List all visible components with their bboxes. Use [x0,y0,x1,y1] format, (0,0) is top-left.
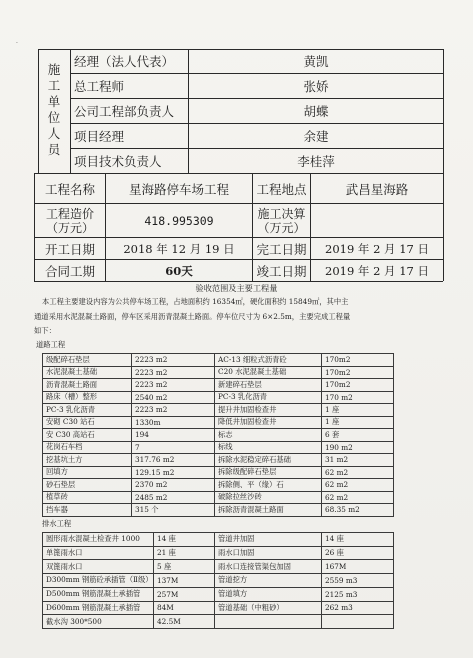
road-item-b: 拆除沥青混凝土路面 [218,504,284,514]
road-qty-a: 2540 m2 [135,392,168,402]
drain-qty-b: 262 m3 [325,603,353,613]
road-qty-b: 62 m2 [325,480,349,490]
road-item-b: C20 水泥混凝土基础 [218,367,287,377]
road-item-a: 挡车器 [46,504,68,514]
drain-qty-b: 26 座 [325,548,344,558]
road-qty-a: 2370 m2 [135,480,168,490]
road-qty-a: 194 [135,430,149,440]
road-qty-a: 7 [135,442,140,452]
drain-qty-b: 2559 m3 [325,575,358,585]
completion-date-label: 竣工日期 [256,263,307,279]
project-name-label: 工程名称 [44,181,95,197]
drain-qty-b: 14 座 [325,534,344,544]
drain-item-b: 雨水口连接管渠包加固 [218,561,291,571]
road-item-a: 水泥混凝土基础 [46,367,98,377]
drain-qty-a: 257M [157,589,179,599]
road-item-b: 拆除级配碎石垫层 [218,467,277,477]
role-legal-rep: 经理（法人代表） [74,54,175,69]
road-item-a: 砂石垫层 [46,479,76,489]
final-label-line1: 施工决算 [257,206,306,221]
drain-item-a: D500mm 钢筋混凝土承插管 [46,589,141,599]
role-chief-engineer: 总工程师 [74,79,125,94]
road-qty-a: 2223 m2 [135,405,168,415]
drain-item-b: 管道井加固 [218,534,255,544]
drain-qty-a: 137M [157,575,179,585]
intro-line-2: 通道采用水泥混凝土路面，停车区采用沥青混凝土路面。停车位尺寸为 6×2.5m，主要完成工程量 [34,312,351,321]
side-char: 人 [47,126,61,141]
project-name-value: 星海路停车场工程 [128,181,229,197]
intro-line-1: 本工程主要建设内容为公共停车场工程，占地面积约 16354㎡，硬化面积约 15849㎡，其中主 [42,297,349,306]
road-item-b: 标志 [218,429,233,439]
side-char: 施 [47,62,61,77]
road-qty-b: 190 m2 [325,442,353,452]
road-qty-a: 2223 m2 [135,355,168,365]
drain-qty-a: 21 座 [157,548,176,558]
drain-qty-b [322,615,395,628]
drain-item-a: 圆形雨水混凝土检查井 1000 [46,534,140,544]
drain-qty-a: 42.5M [157,617,181,627]
road-heading: 道路工程 [36,340,66,349]
drain-item-a: 双篦雨水口 [46,561,83,571]
road-qty-a: 2485 m2 [135,492,168,502]
road-qty-a: 315 个 [135,504,159,514]
road-item-a: 花岗石车档 [46,442,83,452]
road-item-a: 回填方 [46,467,68,477]
drain-qty-b: 2125 m3 [325,589,358,599]
start-date-value: 2018 年 12 月 19 日 [123,241,235,256]
drain-qty-b: 167M [325,562,347,572]
final-account-label [253,204,310,237]
road-works-table [42,353,394,516]
completion-date-value: 2019 年 2 月 17 日 [325,263,429,278]
road-item-b: 破除拉丝沙砖 [218,492,262,502]
side-char: 员 [47,142,61,157]
drain-heading: 排水工程 [42,519,72,528]
side-char: 单 [47,94,61,109]
drain-item-a: D300mm 钢筋砼承插管（Ⅱ级） [46,575,153,585]
drain-qty-a: 14 座 [157,534,176,544]
project-site-value: 武昌星海路 [345,181,409,197]
road-item-b: 提升井加固检查井 [218,404,277,414]
road-qty-b: 1 座 [325,417,340,427]
road-item-a: 安砌 C30 站石 [46,417,95,427]
road-qty-b: 62 m2 [325,492,349,502]
final-label-line2: （万元） [257,220,306,235]
project-site-label: 工程地点 [256,181,307,197]
drain-item-b: 管道挖方 [218,575,248,585]
road-item-a: 级配碎石垫层 [46,354,90,364]
name-dept-head: 胡蝶 [303,104,329,119]
name-project-manager: 余建 [303,129,329,144]
road-qty-b: 170m2 [325,380,351,390]
acceptance-title: 验收范围及主要工程量 [195,283,278,293]
road-qty-b: 170m2 [325,355,351,365]
contract-period-value: 60天 [165,263,193,278]
road-item-b: 标线 [218,442,233,452]
drain-item-b: 管道填方 [218,589,248,599]
road-qty-a: 2223 m2 [135,380,168,390]
road-qty-a: 317.76 m2 [135,455,175,465]
contract-period-label: 合同工期 [44,263,95,279]
road-qty-b: 6 套 [325,429,340,439]
cost-label-line2: （万元） [45,220,94,235]
drain-qty-a: 5 座 [157,561,172,571]
cost-label [35,204,105,237]
cost-label-line1: 工程造价 [45,206,94,221]
drain-item-a: D600mm 钢筋混凝土承插管 [46,602,141,612]
drain-item-b [215,615,323,628]
personnel-side-label [38,62,70,158]
road-item-a: 路床（槽）整形 [46,392,98,402]
drainage-works-table [42,532,394,628]
name-chief-engineer: 张娇 [303,79,329,94]
road-item-b: 拆除侧、平（缘）石 [218,479,284,489]
road-item-b: AC-13 细粒式沥青砼 [218,354,287,364]
finish-date-value: 2019 年 2 月 17 日 [325,241,429,256]
road-item-a: PC-3 乳化沥青 [46,404,96,414]
road-qty-a: 129.15 m2 [135,467,175,477]
name-tech-lead: 李桂萍 [297,154,335,169]
side-char: 位 [47,110,61,125]
road-qty-b: 170 m2 [325,392,353,402]
road-qty-b: 68.35 m2 [325,505,360,515]
role-dept-head: 公司工程部负责人 [74,104,175,119]
finish-date-label: 完工日期 [256,241,307,257]
drain-item-a: 截水沟 300*500 [46,616,102,626]
role-tech-lead: 项目技术负责人 [74,154,162,169]
start-date-label: 开工日期 [44,241,95,257]
drain-item-a: 单篦雨水口 [46,548,83,558]
drain-item-b: 雨水口加固 [218,548,255,558]
drain-item-b: 管道基础（中粗砂） [218,602,284,612]
road-qty-b: 31 m2 [325,455,349,465]
road-item-a: 沥青混凝土路面 [46,379,98,389]
road-item-b: 拆除水泥稳定碎石基础 [218,454,291,464]
cost-value: 418.995309 [144,213,214,228]
final-account-value [311,204,443,237]
road-qty-b: 170m2 [325,367,351,377]
road-item-a: 挖基坑土方 [46,454,83,464]
road-item-b: 新建碎石垫层 [218,379,262,389]
drain-qty-a: 84M [157,603,174,613]
name-legal-rep: 黄凯 [303,54,329,69]
scan-mark: · [16,40,18,47]
side-char: 工 [47,78,61,93]
road-qty-b: 1 座 [325,404,340,414]
road-item-b: PC-3 乳化沥青 [218,392,268,402]
road-item-a: 安 C30 高站石 [46,429,95,439]
road-qty-a: 1330m [135,417,161,427]
road-item-b: 降低井加固检查井 [218,417,277,427]
intro-line-3: 如下： [34,326,56,335]
role-project-manager: 项目经理 [74,129,125,144]
road-item-a: 植草砖 [46,492,68,502]
road-qty-a: 2223 m2 [135,367,168,377]
road-qty-b: 62 m2 [325,467,349,477]
